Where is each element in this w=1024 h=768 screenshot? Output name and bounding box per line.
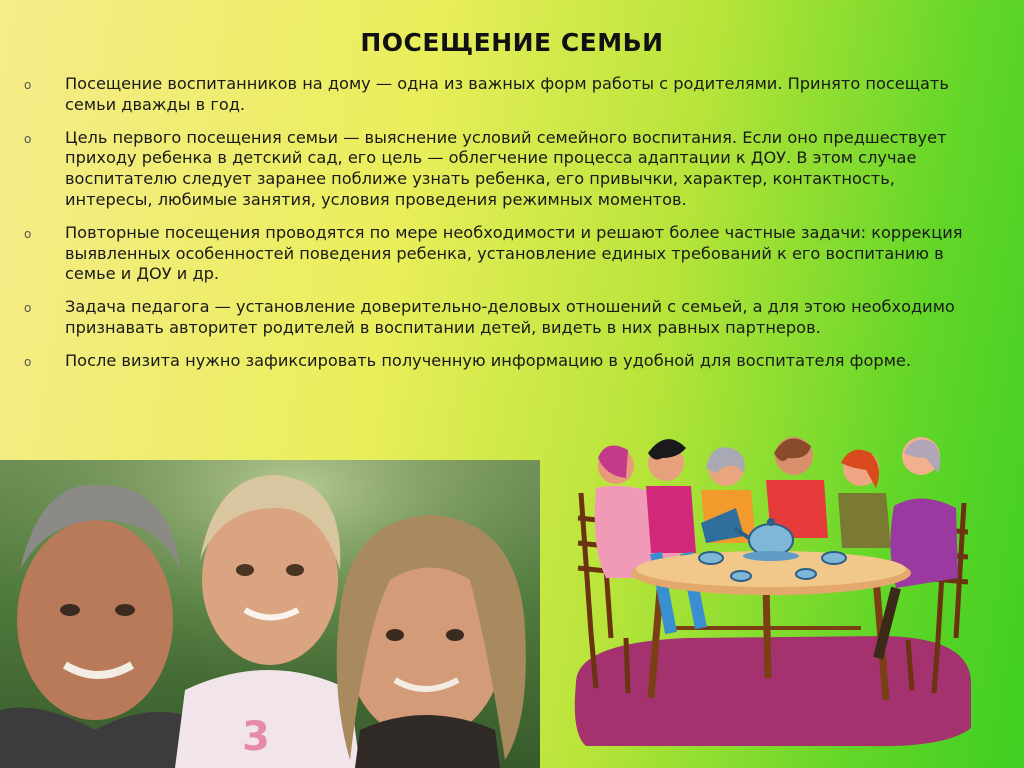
person-black-hair (646, 439, 701, 633)
bullet-item (24, 297, 984, 339)
bullet-text: Задача педагога — установление доверительно-деловых отношений с семьей, а для этою необходимо признавать авторитет родителей в воспитании детей, видеть в них равных партнеров. (65, 297, 955, 337)
bullet-item (24, 74, 984, 116)
bullet-marker: o (24, 301, 32, 316)
slide-title: ПОСЕЩЕНИЕ СЕМЬИ (360, 28, 664, 57)
bullet-text: Посещение воспитанников на дому — одна из важных форм работы с родителями. Принято посещать семьи дважды в год. (65, 74, 949, 114)
person-red-hair (838, 450, 891, 548)
person-brown-hair (766, 437, 828, 538)
bullet-list (24, 74, 984, 384)
person-grey-hair (701, 447, 756, 543)
bullet-text: После визита нужно зафиксировать полученную информацию в удобной для воспитателя форме. (65, 350, 912, 370)
floor-shape (575, 636, 971, 746)
family-photo (0, 460, 540, 768)
bullet-marker: o (24, 354, 32, 369)
bullet-text: Повторные посещения проводятся по мере необходимости и решают более частные задачи: коррекция выявленных особенностей поведения ребенка, установление единых требований к его воспитанию в семье и ДОУ и др. (65, 222, 963, 284)
family-photo-drawing (0, 460, 540, 768)
bullet-marker: o (24, 226, 32, 241)
bullet-item (24, 223, 984, 285)
bullet-marker: o (24, 78, 32, 92)
bullet-text: Цель первого посещения семьи — выяснение условий семейного воспитания. Если оно предшествует приходу ребенка в детский сад, его цель — облегчение процесса адаптации к ДОУ. В этом случае воспитателю следует заранее поближе узнать ребенка, его привычки, характер, контактность, интересы, любимые занятия, условия проведения режимных моментов. (65, 127, 947, 209)
bullet-item (24, 128, 984, 211)
bullet-marker: o (24, 131, 32, 146)
bullet-item (24, 351, 984, 372)
tea-party-illustration (566, 428, 976, 748)
svg-text:3: 3 (242, 714, 270, 760)
